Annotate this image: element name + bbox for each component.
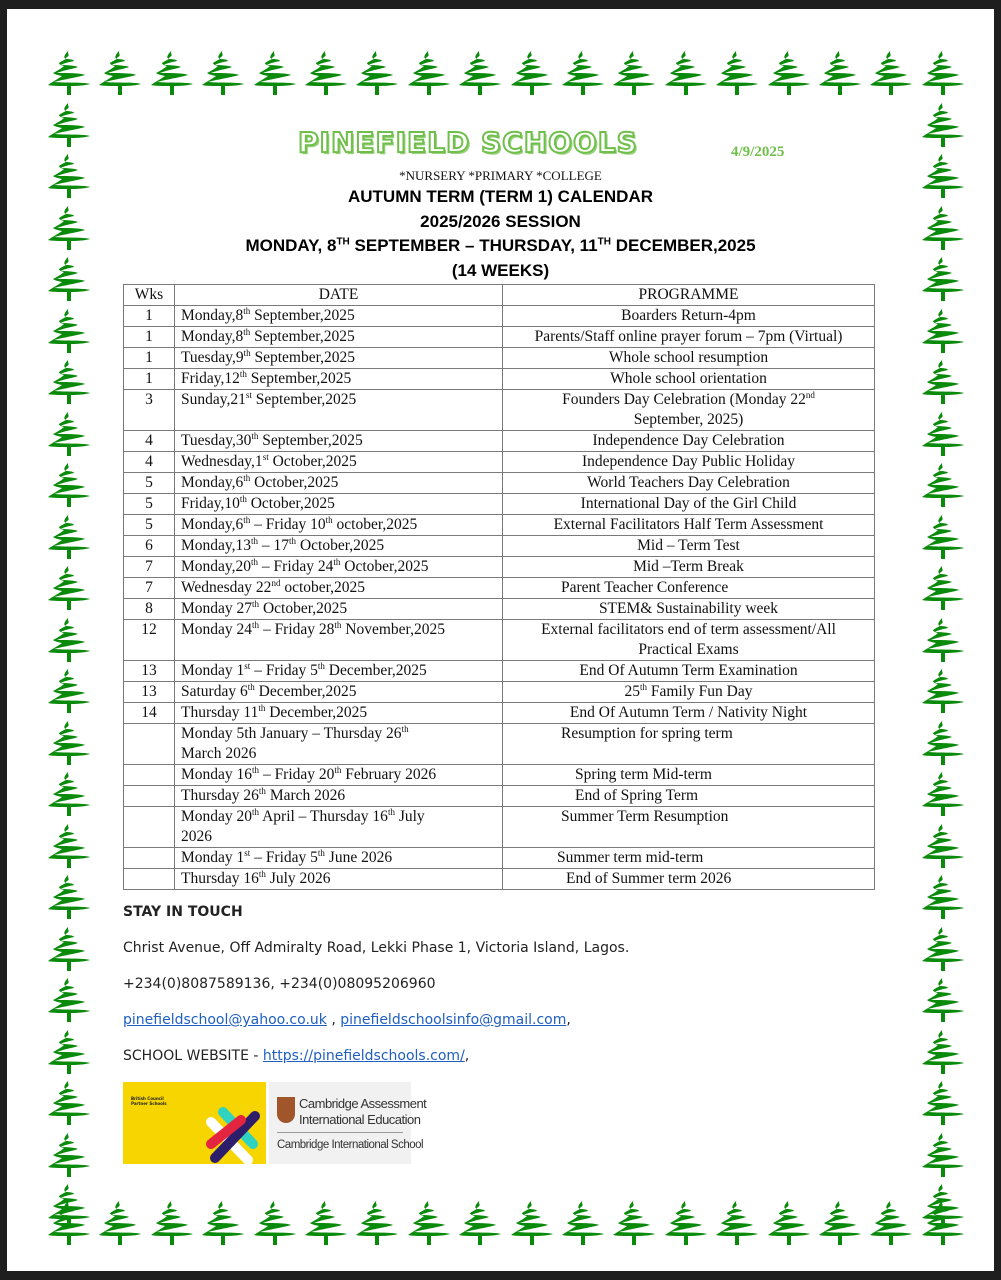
tree-icon	[44, 1027, 94, 1077]
programme-cell: World Teachers Day Celebration	[503, 473, 875, 494]
tree-icon	[918, 306, 968, 356]
tree-icon	[95, 48, 145, 98]
tree-icon	[558, 48, 608, 98]
tree-icon	[44, 100, 94, 150]
programme-cell: Whole school resumption	[503, 348, 875, 369]
programme-cell: End of Summer term 2026	[503, 869, 875, 890]
date-cell: Monday 16th – Friday 20th February 2026	[175, 765, 503, 786]
table-row	[124, 536, 875, 557]
tree-icon	[764, 1198, 814, 1248]
table-row	[124, 869, 875, 890]
tree-icon	[918, 821, 968, 871]
programme-cell: Summer Term Resumption	[503, 807, 875, 848]
week-cell: 7	[124, 557, 175, 578]
tree-icon	[44, 357, 94, 407]
tree-icon	[661, 1198, 711, 1248]
tree-icon	[250, 48, 300, 98]
british-council-stripes-icon	[123, 1082, 266, 1164]
date-cell: Saturday 6th December,2025	[175, 682, 503, 703]
period-start: MONDAY, 8	[245, 236, 337, 255]
british-council-logo	[123, 1082, 266, 1164]
tree-icon	[918, 1181, 968, 1231]
week-cell: 1	[124, 369, 175, 390]
programme-cell: End of Spring Term	[503, 786, 875, 807]
tree-icon	[918, 718, 968, 768]
week-cell	[124, 848, 175, 869]
week-cell: 3	[124, 390, 175, 431]
programme-cell: Mid – Term Test	[503, 536, 875, 557]
date-cell: Monday 5th January – Thursday 26th March 2026	[175, 724, 503, 765]
table-row	[124, 703, 875, 724]
table-row	[124, 515, 875, 536]
tree-icon	[918, 409, 968, 459]
tree-icon	[918, 615, 968, 665]
programme-cell: External Facilitators Half Term Assessment	[503, 515, 875, 536]
email-link-yahoo[interactable]: pinefieldschool@yahoo.co.uk	[123, 1012, 327, 1028]
tree-icon	[712, 1198, 762, 1248]
programme-cell: STEM& Sustainability week	[503, 599, 875, 620]
date-cell: Sunday,21st September,2025	[175, 390, 503, 431]
date-cell: Monday,13th – 17th October,2025	[175, 536, 503, 557]
tree-icon	[918, 512, 968, 562]
cambridge-line3: Cambridge International School	[277, 1139, 424, 1151]
tree-icon	[44, 48, 94, 98]
tree-icon	[866, 48, 916, 98]
sections-line: *NURSERY *PRIMARY *COLLEGE	[399, 168, 602, 183]
programme-cell: Resumption for spring term	[503, 724, 875, 765]
date-cell: Monday 24th – Friday 28th November,2025	[175, 620, 503, 661]
tree-icon	[44, 718, 94, 768]
table-row	[124, 578, 875, 599]
table-row	[124, 348, 875, 369]
table-row	[124, 431, 875, 452]
week-cell: 8	[124, 599, 175, 620]
tree-icon	[44, 512, 94, 562]
table-row	[124, 557, 875, 578]
programme-cell: International Day of the Girl Child	[503, 494, 875, 515]
table-header-row	[124, 285, 875, 306]
tree-icon	[352, 48, 402, 98]
tree-icon	[712, 48, 762, 98]
date-cell: Monday 1st – Friday 5th June 2026	[175, 848, 503, 869]
period-end: DECEMBER,2025	[610, 236, 756, 255]
cambridge-crest-icon	[277, 1097, 295, 1123]
calendar-table	[123, 284, 875, 890]
tree-icon	[609, 48, 659, 98]
tree-icon	[301, 48, 351, 98]
programme-cell: Spring term Mid-term	[503, 765, 875, 786]
contact-address: Christ Avenue, Off Admiralty Road, Lekki Phase 1, Victoria Island, Lagos.	[123, 940, 630, 956]
header-date: DATE	[175, 285, 503, 306]
date-cell: Tuesday,30th September,2025	[175, 431, 503, 452]
week-cell: 1	[124, 348, 175, 369]
table-row	[124, 682, 875, 703]
table-row	[124, 724, 875, 765]
contact-website	[123, 1048, 469, 1064]
table-row	[124, 599, 875, 620]
date-cell: Tuesday,9th September,2025	[175, 348, 503, 369]
tree-icon	[44, 409, 94, 459]
tree-icon	[44, 872, 94, 922]
tree-icon	[507, 48, 557, 98]
week-cell: 1	[124, 306, 175, 327]
tree-icon	[918, 563, 968, 613]
tree-icon	[404, 1198, 454, 1248]
tree-icon	[558, 1198, 608, 1248]
school-name: PINEFIELD SCHOOLS	[298, 126, 638, 159]
tree-icon	[918, 48, 968, 98]
contact-phones: +234(0)8087589136, +234(0)08095206960	[123, 976, 436, 992]
tree-icon	[250, 1198, 300, 1248]
week-cell: 1	[124, 327, 175, 348]
session-title: 2025/2026 SESSION	[420, 212, 581, 231]
programme-cell: Mid –Term Break	[503, 557, 875, 578]
tree-icon	[866, 1198, 916, 1248]
tree-icon	[44, 306, 94, 356]
week-cell	[124, 765, 175, 786]
tree-icon	[44, 666, 94, 716]
tree-icon	[609, 1198, 659, 1248]
date-cell: Wednesday 22nd october,2025	[175, 578, 503, 599]
tree-icon	[455, 1198, 505, 1248]
table-row	[124, 452, 875, 473]
week-cell: 6	[124, 536, 175, 557]
tree-icon	[918, 666, 968, 716]
period-start-sup: TH	[336, 236, 350, 248]
date-cell: Monday,6th October,2025	[175, 473, 503, 494]
calendar-title: AUTUMN TERM (TERM 1) CALENDAR	[347, 187, 654, 206]
email-link-gmail[interactable]: pinefieldschoolsinfo@gmail.com	[340, 1012, 567, 1028]
accreditation-logos	[123, 1082, 427, 1164]
tree-icon	[918, 357, 968, 407]
tree-icon	[918, 460, 968, 510]
week-cell: 14	[124, 703, 175, 724]
email-separator: ,	[326, 1012, 341, 1028]
date-cell: Monday,20th – Friday 24th October,2025	[175, 557, 503, 578]
tree-icon	[507, 1198, 557, 1248]
table-row	[124, 473, 875, 494]
tree-icon	[44, 615, 94, 665]
programme-cell: Whole school orientation	[503, 369, 875, 390]
tree-icon	[918, 1130, 968, 1180]
table-row	[124, 807, 875, 848]
contact-emails	[123, 1012, 571, 1028]
tree-icon	[815, 1198, 865, 1248]
programme-cell: End Of Autumn Term Examination	[503, 661, 875, 682]
programme-cell: Founders Day Celebration (Monday 22nd September, 2025)	[503, 390, 875, 431]
week-cell: 13	[124, 661, 175, 682]
tree-icon	[918, 1078, 968, 1128]
tree-icon	[44, 769, 94, 819]
table-row	[124, 786, 875, 807]
tree-icon	[918, 872, 968, 922]
tree-icon	[198, 48, 248, 98]
week-cell	[124, 786, 175, 807]
week-cell: 4	[124, 431, 175, 452]
week-cell: 5	[124, 494, 175, 515]
cambridge-line1: Cambridge Assessment	[299, 1096, 427, 1111]
date-cell: Wednesday,1st October,2025	[175, 452, 503, 473]
date-cell: Thursday 11th December,2025	[175, 703, 503, 724]
table-row	[124, 327, 875, 348]
date-cell: Monday,8th September,2025	[175, 327, 503, 348]
table-row	[124, 306, 875, 327]
programme-cell: Parents/Staff online prayer forum – 7pm (Virtual)	[503, 327, 875, 348]
tree-icon	[44, 1130, 94, 1180]
tree-icon	[44, 821, 94, 871]
programme-cell: End Of Autumn Term / Nativity Night	[503, 703, 875, 724]
tree-icon	[918, 975, 968, 1025]
tree-icon	[918, 1027, 968, 1077]
week-cell: 13	[124, 682, 175, 703]
week-cell: 5	[124, 515, 175, 536]
period-end-sup: TH	[597, 236, 611, 248]
week-cell: 4	[124, 452, 175, 473]
tree-icon	[918, 100, 968, 150]
cambridge-logo	[269, 1082, 427, 1164]
week-cell: 12	[124, 620, 175, 661]
tree-icon	[352, 1198, 402, 1248]
cambridge-divider	[277, 1132, 403, 1133]
email-trail: ,	[566, 1012, 571, 1028]
date-cell: Friday,10th October,2025	[175, 494, 503, 515]
date-cell: Thursday 26th March 2026	[175, 786, 503, 807]
contact-heading: STAY IN TOUCH	[123, 904, 243, 920]
tree-icon	[198, 1198, 248, 1248]
programme-cell: Independence Day Public Holiday	[503, 452, 875, 473]
date-cell: Thursday 16th July 2026	[175, 869, 503, 890]
week-cell	[124, 869, 175, 890]
tree-icon	[44, 460, 94, 510]
british-council-text: British Council Partner Schools	[131, 1096, 167, 1106]
table-row	[124, 369, 875, 390]
tree-icon	[815, 48, 865, 98]
programme-cell: Parent Teacher Conference	[503, 578, 875, 599]
date-cell: Monday 27th October,2025	[175, 599, 503, 620]
date-cell: Friday,12th September,2025	[175, 369, 503, 390]
table-body	[124, 306, 875, 890]
header-programme: PROGRAMME	[503, 285, 875, 306]
date-cell: Monday,8th September,2025	[175, 306, 503, 327]
tree-icon	[918, 769, 968, 819]
table-row	[124, 620, 875, 661]
tree-icon	[44, 975, 94, 1025]
tree-icon	[147, 1198, 197, 1248]
programme-cell: Independence Day Celebration	[503, 431, 875, 452]
tree-icon	[455, 48, 505, 98]
table-row	[124, 494, 875, 515]
term-period	[0, 236, 1001, 256]
date-cell: Monday 20th April – Thursday 16th July 2026	[175, 807, 503, 848]
week-cell: 7	[124, 578, 175, 599]
website-label: SCHOOL WEBSITE -	[123, 1048, 263, 1064]
period-mid: SEPTEMBER – THURSDAY, 11	[349, 236, 598, 255]
programme-cell: Boarders Return-4pm	[503, 306, 875, 327]
table-row	[124, 390, 875, 431]
table-row	[124, 848, 875, 869]
tree-icon	[301, 1198, 351, 1248]
week-cell: 5	[124, 473, 175, 494]
tree-icon	[44, 1181, 94, 1231]
tree-icon	[661, 48, 711, 98]
website-link[interactable]: https://pinefieldschools.com/	[262, 1048, 465, 1064]
tree-icon	[147, 48, 197, 98]
term-duration: (14 WEEKS)	[451, 261, 550, 280]
website-trail: ,	[464, 1048, 470, 1064]
tree-icon	[918, 924, 968, 974]
table-row	[124, 661, 875, 682]
table-row	[124, 765, 875, 786]
tree-icon	[764, 48, 814, 98]
cambridge-line2: International Education	[299, 1112, 421, 1127]
tree-icon	[404, 48, 454, 98]
date-cell: Monday,6th – Friday 10th october,2025	[175, 515, 503, 536]
tree-icon	[44, 1078, 94, 1128]
date-cell: Monday 1st – Friday 5th December,2025	[175, 661, 503, 682]
document-date: 4/9/2025	[731, 144, 785, 160]
header-weeks: Wks	[124, 285, 175, 306]
tree-icon	[95, 1198, 145, 1248]
week-cell	[124, 724, 175, 765]
tree-icon	[44, 563, 94, 613]
tree-icon	[44, 924, 94, 974]
programme-cell: 25th Family Fun Day	[503, 682, 875, 703]
programme-cell: External facilitators end of term assessment/All Practical Exams	[503, 620, 875, 661]
week-cell	[124, 807, 175, 848]
programme-cell: Summer term mid-term	[503, 848, 875, 869]
